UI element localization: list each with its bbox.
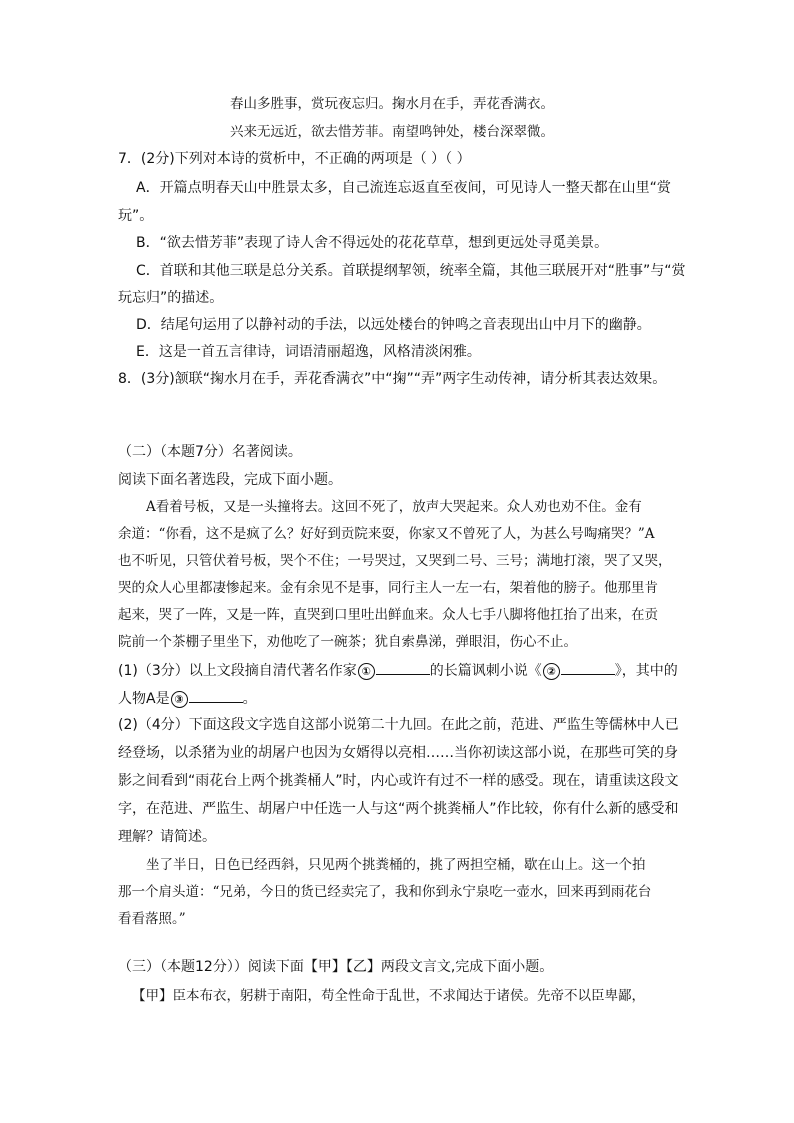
question-7-stem: 7．(2分)下列对本诗的赏析中，不正确的两项是（ ）（ ） <box>118 151 471 167</box>
poem-line-2: 兴来无远近，欲去惜芳菲。南望鸣钟处，楼台深翠微。 <box>230 124 554 140</box>
subquestion-1-line-1 <box>118 660 678 681</box>
excerpt-line-3: 也不听见，只管伏着号板，哭个不住；一号哭过，又哭到二号、三号；满地打滚，哭了又哭， <box>118 553 672 569</box>
blank-number-1: ① <box>358 663 375 680</box>
subquestion-2-line-1: (2)（4分）下面这段文字选自这部小说第二十九回。在此之前，范进、严监生等儒林中人已 <box>118 717 679 733</box>
option-c-line-1: C．首联和其他三联是总分关系。首联提纲挈领，统率全篇，其他三联展开对“胜事”与“赏 <box>136 263 686 279</box>
subquestion-1-text-a: (1)（3分）以上文段摘自清代著名作家 <box>118 663 357 679</box>
section-3-heading: （三）（本题12分））阅读下面【甲】【乙】两段文言文,完成下面小题。 <box>118 959 554 975</box>
excerpt-2-line-1: 坐了半日，日色已经西斜，只见两个挑粪桶的，挑了两担空桶，歇在山上。这一个拍 <box>146 857 646 873</box>
subquestion-1-text-e: 。 <box>242 691 257 707</box>
subquestion-2-line-3: 影之间看到“雨花台上两个挑粪桶人”时，内心或许有过不一样的感受。现在，请重读这段文 <box>118 773 679 789</box>
excerpt-line-1: A看着号板，又是一头撞将去。这回不死了，放声大哭起来。众人劝也劝不住。金有 <box>146 499 642 515</box>
subquestion-1-text-b: 的长篇讽刺小说《 <box>429 663 542 679</box>
subquestion-2-line-5: 理解？请简述。 <box>118 829 216 845</box>
subquestion-1-text-c: 》，其中的 <box>614 663 678 679</box>
answer-blank-1[interactable] <box>376 660 430 675</box>
excerpt-2-line-3: 看看落照。” <box>118 911 186 927</box>
option-c-line-2: 玩忘归”的描述。 <box>118 290 224 306</box>
excerpt-line-6: 院前一个茶棚子里坐下，劝他吃了一碗茶；犹自索鼻涕，弹眼泪，伤心不止。 <box>118 634 577 650</box>
blank-number-3: ③ <box>171 691 188 708</box>
excerpt-line-4: 哭的众人心里都凄惨起来。金有余见不是事，同行主人一左一右，架着他的膀子。他那里肯 <box>118 580 658 596</box>
subquestion-1-line-2 <box>118 688 257 709</box>
section-3-jia-line-1: 【甲】臣本布衣，躬耕于南阳，苟全性命于乱世，不求闻达于诸侯。先帝不以臣卑鄙， <box>132 988 645 1004</box>
section-2-heading: （二）（本题7分）名著阅读。 <box>118 444 302 460</box>
subquestion-1-text-d: 人物A是 <box>118 691 170 707</box>
excerpt-line-2: 余道：“你看，这不是疯了么？好好到贡院来耍，你家又不曾死了人，为甚么号啕痛哭？”A <box>118 526 655 542</box>
blank-number-2: ② <box>543 663 560 680</box>
option-b: B．“欲去惜芳菲”表现了诗人舍不得远处的花花草草，想到更远处寻觅美景。 <box>136 235 609 251</box>
answer-blank-3[interactable] <box>189 688 243 703</box>
question-8-stem: 8．(3分)颔联“掬水月在手，弄花香满衣”中“掬”“弄”两字生动传神，请分析其表达效果。 <box>118 371 667 387</box>
option-e: E．这是一首五言律诗，词语清丽超逸，风格清淡闲雅。 <box>136 344 481 360</box>
subquestion-2-line-2: 经登场，以杀猪为业的胡屠户也因为女婿得以亮相……当你初读这部小说，在那些可笑的身 <box>118 745 678 761</box>
poem-line-1: 春山多胜事，赏玩夜忘归。掬水月在手，弄花香满衣。 <box>230 96 554 112</box>
section-2-intro: 阅读下面名著选段，完成下面小题。 <box>118 472 342 488</box>
answer-blank-2[interactable] <box>561 660 615 675</box>
excerpt-line-5: 起来，哭了一阵，又是一阵，直哭到口里吐出鲜血来。众人七手八脚将他扛抬了出来，在贡 <box>118 607 658 623</box>
subquestion-2-line-4: 字，在范进、严监生、胡屠户中任选一人与这“两个挑粪桶人”作比较，你有什么新的感受和 <box>118 801 679 817</box>
option-d: D．结尾句运用了以静衬动的手法，以远处楼台的钟鸣之音表现出山中月下的幽静。 <box>136 317 651 333</box>
option-a-line-2: 玩”。 <box>118 208 154 224</box>
excerpt-2-line-2: 那一个肩头道：“兄弟，今日的货已经卖完了，我和你到永宁泉吃一壶水，回来再到雨花台 <box>118 884 652 900</box>
option-a-line-1: A．开篇点明春天山中胜景太多，自己流连忘返直至夜间，可见诗人一整天都在山里“赏 <box>136 180 671 196</box>
